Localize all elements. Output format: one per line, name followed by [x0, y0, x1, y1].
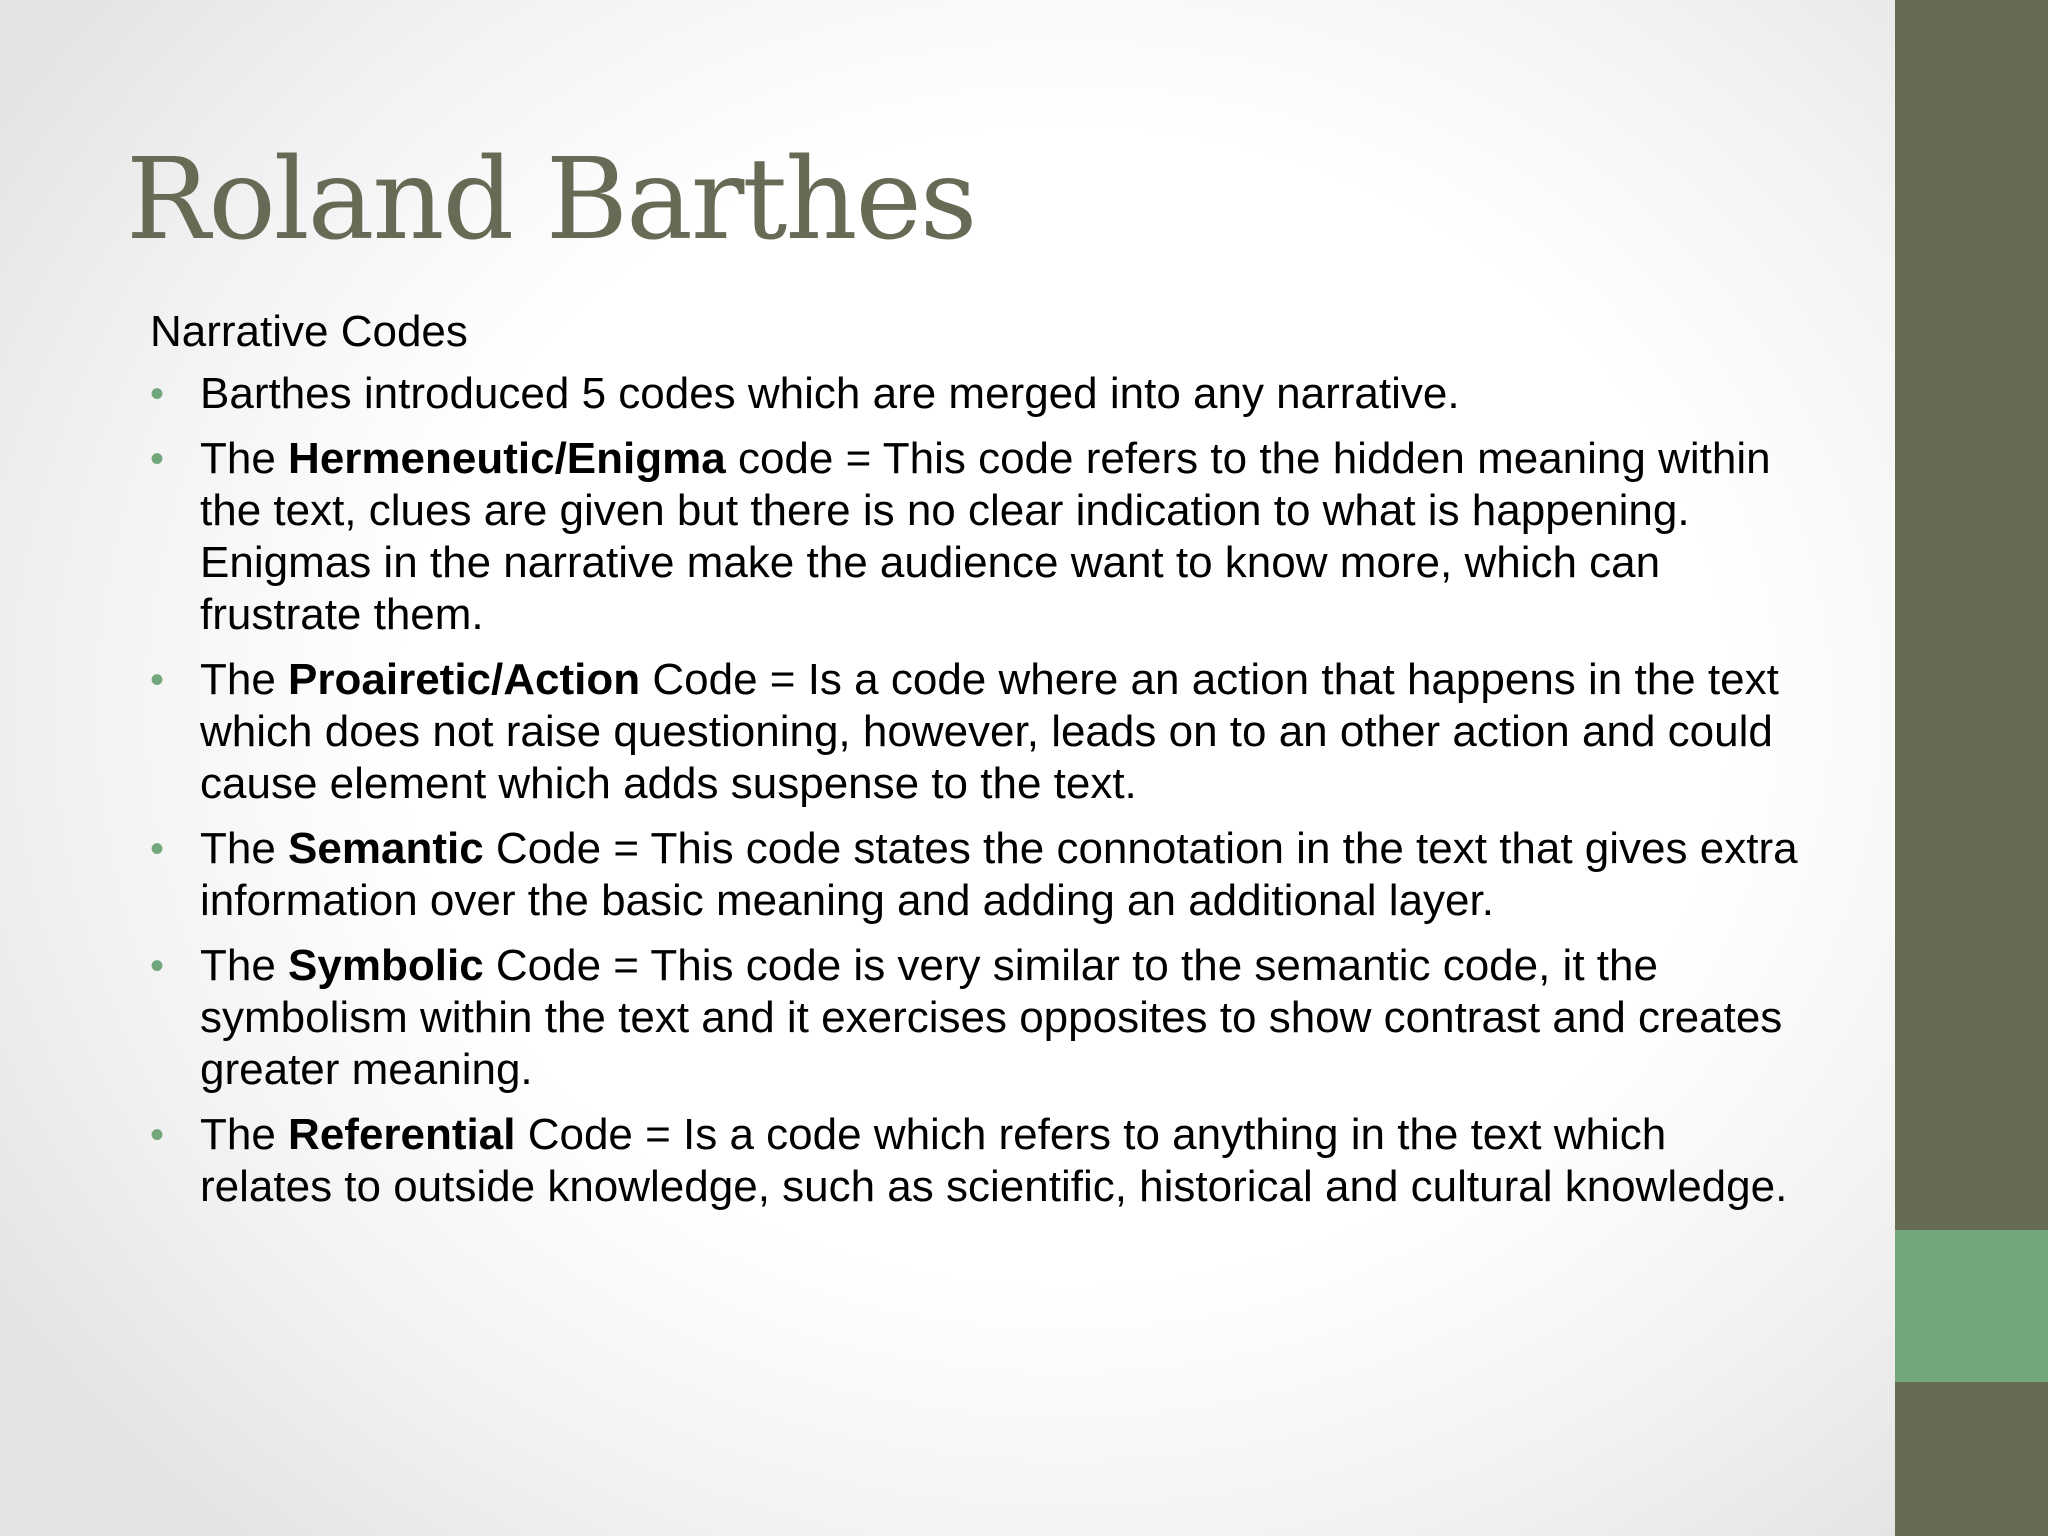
bullet-text: The — [200, 941, 289, 990]
bullet-code-name: Symbolic — [288, 941, 484, 990]
bullet-description: Code = This code is very similar to the semantic code, it the symbolism within the text and it exercises opposites to show contrast and creates greater meaning. — [200, 941, 1783, 1094]
bullet-description: Code = Is a code which refers to anything in the text which relates to outside knowledge, such as scientific, historical and cultural knowledge. — [200, 1110, 1788, 1211]
bullet-dot-icon: • — [150, 827, 165, 871]
bullet-text: Barthes introduced 5 codes which are merged into any narrative. — [200, 369, 1460, 418]
bullet-item — [150, 1109, 1810, 1213]
bullet-text: The — [200, 434, 289, 483]
bullet-code-name: Proairetic/Action — [288, 655, 641, 704]
side-accent-decoration — [1895, 1230, 2048, 1382]
bullet-item — [150, 823, 1810, 927]
bullet-text: The — [200, 824, 289, 873]
bullet-dot-icon: • — [150, 437, 165, 481]
bullet-dot-icon: • — [150, 1113, 165, 1157]
bullet-text: The — [200, 655, 289, 704]
slide-content — [150, 302, 1810, 1226]
bullet-item — [150, 368, 1810, 420]
bullet-item — [150, 433, 1810, 641]
bullet-code-name: Semantic — [288, 824, 484, 873]
bullet-description: code = This code refers to the hidden meaning within the text, clues are given but there is no clear indication to what is happening. Enigmas in the narrative make the audience want to know more, which can frustrate them. — [200, 434, 1771, 639]
bullet-text: The — [200, 1110, 289, 1159]
bullet-list — [150, 368, 1810, 1213]
bullet-dot-icon: • — [150, 944, 165, 988]
bullet-description: Code = This code states the connotation in the text that gives extra information over the basic meaning and adding an additional layer. — [200, 824, 1798, 925]
bullet-dot-icon: • — [150, 658, 165, 702]
bullet-code-name: Hermeneutic/Enigma — [288, 434, 726, 483]
bullet-item — [150, 940, 1810, 1096]
subheading: Narrative Codes — [150, 307, 468, 356]
bullet-description: Code = Is a code where an action that happens in the text which does not raise questioning, however, leads on to an other action and could cause element which adds suspense to the text. — [200, 655, 1779, 808]
bullet-item — [150, 654, 1810, 810]
bullet-code-name: Referential — [288, 1110, 516, 1159]
slide-title: Roland Barthes — [126, 135, 976, 265]
bullet-dot-icon: • — [150, 372, 165, 416]
